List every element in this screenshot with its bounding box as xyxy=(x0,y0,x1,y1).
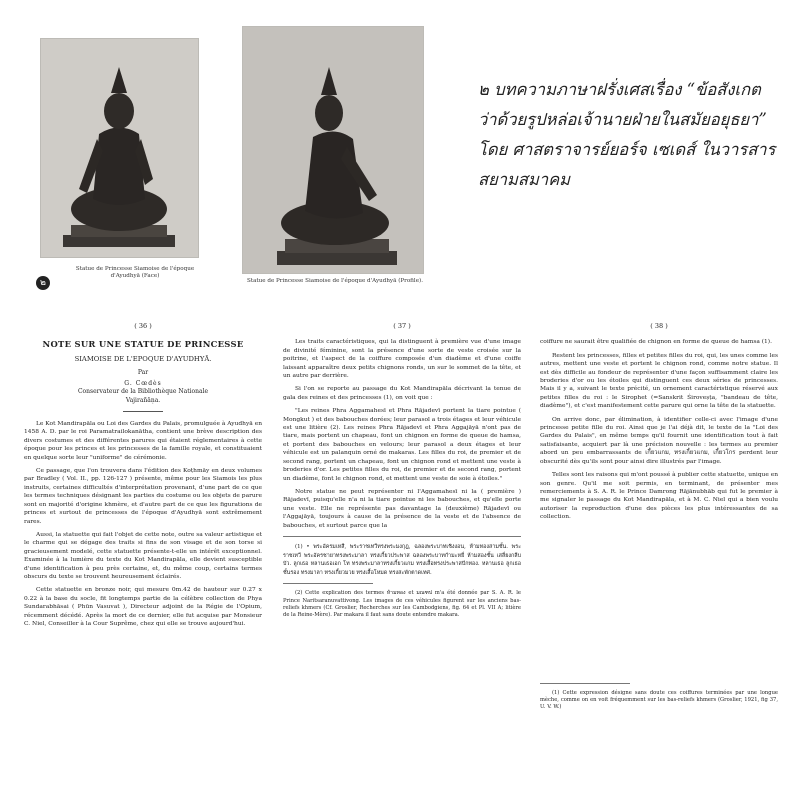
footnote-divider xyxy=(283,583,373,584)
footnote: (2) Cette explication des termes ห้ามทอง et มณฑป m'a été donnée par S. A. R. le Prince Naritsaranuvattivong. Les images de ces véhicules figurent sur les anciens bas-reliefs khmers (Cf. Groslier, Recherches sur les Cambodgiens, fig. 64 et Pl. VII A; litière de la Reine-Mère). Par makara il faut sans doute entendre makara. xyxy=(283,590,521,618)
plate-number: ๒ xyxy=(36,276,50,290)
thai-annotation-line2: ว่าด้วยรูปหล่อเจ้านายฝ่ายในสมัยอยุธยา” xyxy=(478,110,767,129)
paragraph: On arrive donc, par élimination, à identifier celle-ci avec l'image d'une princesse petite fille du roi. Ainsi que je l'ai déjà dit, le texte de la "Loi des Gardes du Palais", en même temps qu'il fournit une identification tout à fait satisfaisante, acquiert par là une précision nouvelle : les termes au premier abord un peu embarrassants de เกี้ยวแกม, ทรงเกี้ยวแกม, เกี้ยวโกร perdent leur obscurité dès qu'ils sont pour ainsi dire illustrés par l'image. xyxy=(540,416,778,465)
statue-photo-profile xyxy=(242,26,424,274)
footnote: (1) Cette expression désigne sans doute ces coiffures terminées par une longue mèche, comme on en voit fréquemment sur les bas-reliefs khmers (Groslier, 1921, fig 37, U. V. W.) xyxy=(540,689,778,710)
paragraph: Telles sont les raisons qui m'ont poussé à publier cette statuette, unique en son genre. Qu'il me soit permis, en terminant, de présenter mes remerciements à S. A. R. le Prince Damrong Rājānubhāb qui fut le premier à me signaler le passage du Kot Mandirapāla, et à M. C. Niel qui a bien voulu autoriser la reproduction d'une des pièces les plus intéressantes de sa collection. xyxy=(540,472,778,521)
author-place: Vajirañāṇa. xyxy=(125,396,161,404)
paragraph: Aussi, la statuette qui fait l'objet de cette note, outre sa valeur artistique et le charme qui se dégage des traits si fins de son visage et de son torse si gracieusement modelé, cette statuette présente-t-elle un intérêt exceptionnel. Examinée à la lumière du texte du Kot Mandirapāla, elle devient susceptible d'une identification à peu près certaine, et, du même coup, certains termes obscurs du texte se trouvent heureusement éclairés. xyxy=(24,531,262,580)
statue-profile-image xyxy=(243,27,423,273)
page-number: ( 36 ) xyxy=(134,322,152,330)
thai-annotation-line4: สยามสมาคม xyxy=(478,170,571,189)
page-38 xyxy=(540,322,778,792)
author-affiliation: Conservateur de la Bibliothèque Nationale xyxy=(77,388,209,396)
page-number: ( 37 ) xyxy=(393,322,411,330)
paragraph: coiffure ne saurait être qualifiée de chignon en forme de queue de hamsa (1). xyxy=(540,339,772,346)
paragraph: Le Kot Mandirapāla ou Loi des Gardes du Palais, promulguée à Ayudhyā en 1458 A. D. par le roi Paramatrailokanātha, contient une brève description des divers costumes et des différentes parures qui étaient réglementaires à cette époque pour les princes et les princesses de la famille royale, et constituaient en quelque sorte leur "uniforme" de cérémonie. xyxy=(24,421,262,461)
page-36 xyxy=(24,322,262,792)
thai-annotation-line3: โดย ศาสตราจารย์ยอร์จ เซเดส์ ในวารสาร xyxy=(478,140,776,159)
left-caption-line1: Statue de Princesse Siamoise de l'époque xyxy=(75,266,195,272)
footnote-thai: (1) • พระอัครมเหสี, พระราชเทวีทรงพระมงกุฎ, ฉลองพระบาทเชิงงอน, ห้ามทองสามชั้น. พระราชเทวี พระอัครชายาทรงพระมาลา ทรงเกี้ยวประพาส ฉลองพระบาทกำมะหยี่ ห้ามสองชั้น เสลี่ยงกลีบบัว. ลูกเธอ หลานเธอเอก โท ทรงพระมาลาทรงเกี้ยวแกม ทรงเสื้อทรงประพาสปักทอง. หลานเธอ ลูกเธอชั้นรอง ทรงมาลา ทรงเกี้ยวมวย ทรงเสื้อโหมด ทรงสะพักตาดเทศ. xyxy=(283,543,521,576)
paragraph: Ce passage, que l'on trouvera dans l'édition des Koṭhmāy en deux volumes par Bradley ( Vol. II., pp. 126-127 ) présente, même pour les Siamois les plus instruits, certaines difficultés d'interprétation provenant, d'une part de ce que les termes techniques désignant les parties du costume ou les objets de parure sont en majorité d'origine khmère, et d'autre part de ce que les figurations de princes et surtout de princesses de l'époque d'Ayudhyā sont extrêmement rares. xyxy=(24,468,262,525)
paragraph: Cette statuette en bronze noir, qui mesure 0m.42 de hauteur sur 0.27 x 0.22 à la base du socle, fit longtemps partie de la célèbre collection de Phya Sundarabhāsai ( Phūn Vasuvat ), Directeur adjoint de la Régie de l'Opium, récemment décédé. Après la mort de ce dernier, elle fut acquise par Monsieur C. Niel, Conseiller à la Cour Suprême, chez qui elle se trouve aujourd'hui. xyxy=(24,587,262,627)
right-photo-caption: Statue de Princesse Siamoise de l'époque d'Ayudhyā (Profile). xyxy=(247,278,423,284)
article-subtitle: SIAMOISE DE L'EPOQUE D'AYUDHYĀ. xyxy=(74,355,212,364)
page-37 xyxy=(283,322,521,792)
statue-photo-front xyxy=(40,38,199,258)
thai-annotation-line1: ๒ บทความภาษาฝรั่งเศสเรื่อง “ข้อสังเกต xyxy=(478,80,761,99)
thai-annotation xyxy=(478,75,778,195)
paragraph: Les traits caractéristiques, qui la distinguent à première vue d'une image de divinité féminine, sont la présence d'une sorte de veste croisée sur la poitrine, et l'aspect de la coiffure composée d'un diadème et d'une coiffe laissant apparaître deux petits chignons ronds, un sur le sommet de la tête, et un autre par derrière. xyxy=(283,339,521,380)
title-divider xyxy=(123,411,163,412)
paragraph: Restent les princesses, filles et petites filles du roi, qui, les unes comme les autres, mettent une veste et portent le chignon rond, comme notre statue. Il est dès difficile au fondeur de représenter d'une façon suffisamment claire les broderies d'or ou les étoiles qui distinguent ces deux séries de princesses. Mais il y a, suivant le texte précité, un ornement caractéristique réservé aux petites filles du roi : le Sirophet (=Sanskrit Śiroveṣṭa, "bandeau de tête, diadème"), et c'est manifestement cette parure qui orne la tête de la statuette. xyxy=(540,352,778,410)
statue-front-image xyxy=(41,39,198,257)
paragraph: Notre statue ne peut représenter ni l'Aggamahesī ni la ( première ) Rājadevī, puisqu'elle n'a ni la tiare pointue ni les babouches, et qu'elle porte une veste. Elle ne représente pas davantage la (deuxième) Rājadevī ou l'Aggajāyā, toujours à cause de la présence de la veste et de l'absence de babouches, et surtout parce que la xyxy=(283,488,521,529)
left-photo-caption xyxy=(60,266,210,280)
author-name: G. Cœdès xyxy=(124,379,162,387)
byline-par: Par xyxy=(137,369,149,377)
quotation: "Les reines Phra Aggamahesī et Phra Rājadevī portent la tiare pointue ( Mongkut ) et des babouches dorées; leur parasol a trois étages et leur véhicule est une litière (2). Les reines Phra Rājadevī et Phra Aggajāyā n'ont pas de tiare, mais portent un chapeau, font un chignon en forme de queue de hamsa, et portent des babouches en velours; leur parasol a deux étages et leur véhicule est un palanquin orné de makaras. Les filles du roi, de premier et de second rang, portent un chapeau, font un chignon rond et mettent une veste à broderies d'or. Les petites filles du roi, de premier et de second rang, portent un diadème, font le chignon rond, et mettent une veste de soie à étoiles." xyxy=(283,408,521,482)
footnote-divider xyxy=(283,536,521,537)
left-caption-line2: d'Ayudhyā (Face) xyxy=(110,273,160,279)
article-title: NOTE SUR UNE STATUE DE PRINCESSE xyxy=(42,339,244,350)
paragraph: Si l'on se reporte au passage du Kot Mandirapāla décrivant la tenue de gala des reines et des princesses (1), on voit que : xyxy=(283,386,521,401)
page-number: ( 38 ) xyxy=(650,322,668,330)
page-spacer xyxy=(540,527,778,677)
footnote-divider xyxy=(540,683,630,684)
